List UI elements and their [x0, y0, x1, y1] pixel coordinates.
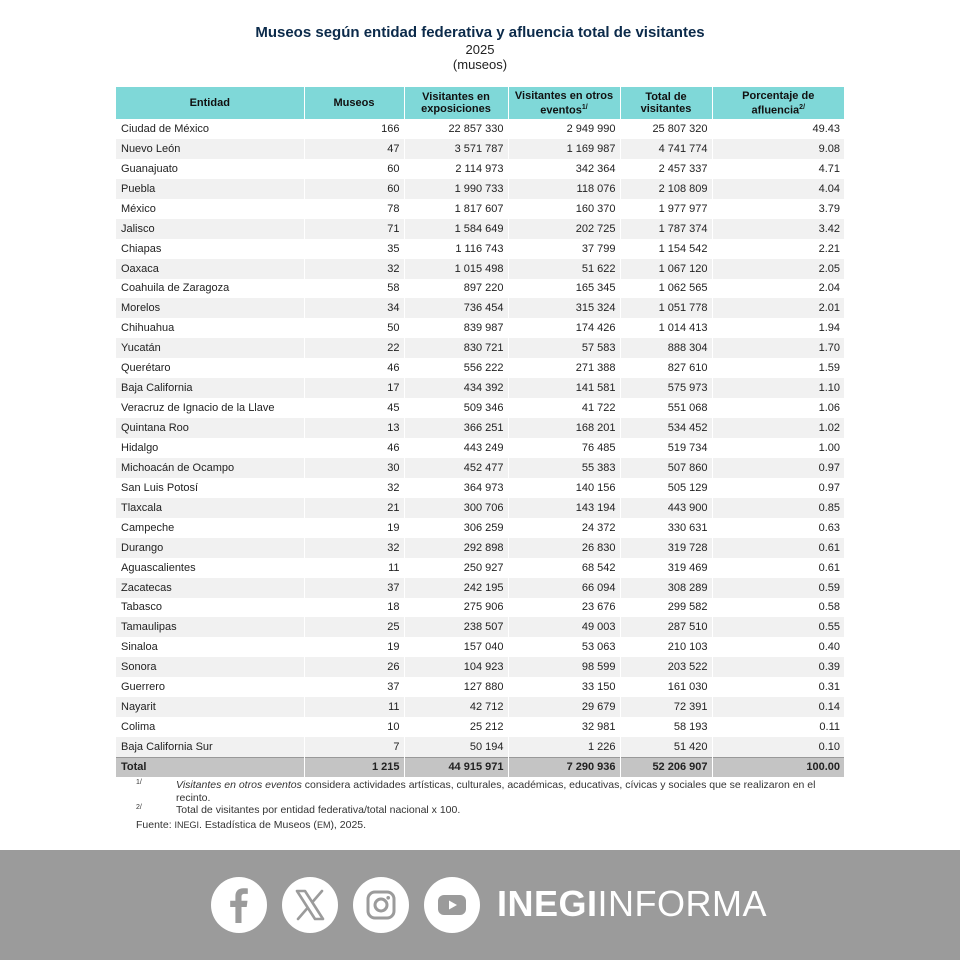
- value-cell: 364 973: [404, 478, 508, 498]
- value-cell: 49.43: [812, 122, 840, 135]
- state-name-cell: Zacatecas: [116, 578, 304, 598]
- state-name-cell: Coahuila de Zaragoza: [116, 279, 304, 299]
- state-name-cell: Querétaro: [116, 358, 304, 378]
- value-cell: 1.06: [818, 402, 840, 415]
- value-cell: 366 251: [404, 418, 508, 438]
- value-cell: 827 610: [620, 358, 712, 378]
- table-row: [116, 438, 844, 458]
- value-cell: 32: [304, 478, 404, 498]
- value-cell: 32: [304, 538, 404, 558]
- table-row: [116, 578, 844, 598]
- state-name-cell: Sonora: [116, 657, 304, 677]
- footer-banner: [0, 850, 960, 960]
- column-header-label: Visitantes en exposiciones: [421, 91, 491, 115]
- unit-label: (museos): [452, 57, 508, 72]
- value-cell: 24 372: [508, 518, 620, 538]
- value-cell: 46: [304, 438, 404, 458]
- value-cell: 0.39: [712, 657, 844, 677]
- table-row: [116, 518, 844, 538]
- column-header-footnote-mark: 1/: [581, 103, 588, 111]
- value-cell: 55 383: [508, 458, 620, 478]
- total-value-cell: 1 215: [304, 757, 404, 777]
- column-header: [404, 87, 508, 119]
- title-block: [0, 24, 960, 72]
- value-cell: 203 522: [620, 657, 712, 677]
- table-row: [116, 219, 844, 239]
- table-row: [116, 737, 844, 757]
- value-cell: 32 981: [508, 717, 620, 737]
- value-cell: 292 898: [404, 538, 508, 558]
- inegi-informa-logo: [497, 882, 767, 926]
- column-header: [116, 87, 304, 119]
- state-name-cell: Sinaloa: [116, 637, 304, 657]
- value-cell: 2 949 990: [508, 119, 620, 139]
- value-cell: 58 193: [620, 717, 712, 737]
- table-row: [116, 558, 844, 578]
- table-row: [116, 458, 844, 478]
- footnote-1-mark: 1/: [136, 779, 142, 786]
- value-cell: 46: [304, 358, 404, 378]
- value-cell: 174 426: [508, 318, 620, 338]
- value-cell: 60: [304, 179, 404, 199]
- value-cell: 1 169 987: [508, 139, 620, 159]
- value-cell: 1 817 607: [404, 199, 508, 219]
- value-cell: 210 103: [620, 637, 712, 657]
- value-cell: 2 108 809: [620, 179, 712, 199]
- table-row: [116, 657, 844, 677]
- value-cell: 25 807 320: [620, 119, 712, 139]
- value-cell: 509 346: [404, 398, 508, 418]
- page-title: Museos según entidad federativa y afluencia total de visitantes: [255, 24, 705, 41]
- value-cell: 0.61: [712, 538, 844, 558]
- value-cell: 434 392: [404, 378, 508, 398]
- value-cell: 68 542: [508, 558, 620, 578]
- table-row: [116, 338, 844, 358]
- value-cell: 271 388: [508, 358, 620, 378]
- value-cell: 443 900: [620, 498, 712, 518]
- column-header: [620, 87, 712, 119]
- value-cell: 21: [304, 498, 404, 518]
- state-name-cell: Baja California: [116, 378, 304, 398]
- value-cell: 72 391: [620, 697, 712, 717]
- state-name-cell: Oaxaca: [116, 259, 304, 279]
- value-cell: 7: [304, 737, 404, 757]
- value-cell: 33 150: [508, 677, 620, 697]
- value-cell: 0.85: [712, 498, 844, 518]
- column-header-label: Porcentaje de afluencia: [742, 89, 815, 117]
- value-cell: 11: [304, 697, 404, 717]
- value-cell: 19: [304, 518, 404, 538]
- column-header: [304, 87, 404, 119]
- value-cell: 551 068: [620, 398, 712, 418]
- column-header-footnote-mark: 2/: [799, 103, 806, 111]
- value-cell: 140 156: [508, 478, 620, 498]
- footnotes: [136, 779, 846, 831]
- table-row: [116, 259, 844, 279]
- column-header-label: Entidad: [189, 97, 230, 109]
- value-cell: 2 457 337: [620, 159, 712, 179]
- year-label: 2025: [465, 42, 495, 57]
- value-cell: 1 067 120: [620, 259, 712, 279]
- value-cell: 76 485: [508, 438, 620, 458]
- state-name-cell: Durango: [116, 538, 304, 558]
- youtube-icon[interactable]: [424, 877, 480, 933]
- state-name-cell: San Luis Potosí: [116, 478, 304, 498]
- value-cell: 47: [304, 139, 404, 159]
- column-header-label: Visitantes en otros eventos: [514, 89, 614, 117]
- value-cell: 1.70: [712, 338, 844, 358]
- value-cell: 1.59: [818, 362, 840, 375]
- state-name-cell: Nuevo León: [116, 139, 304, 159]
- value-cell: 118 076: [508, 179, 620, 199]
- value-cell: 78: [304, 199, 404, 219]
- table-header-row: [116, 87, 844, 119]
- state-name-cell: Chihuahua: [116, 318, 304, 338]
- table-row: [116, 697, 844, 717]
- value-cell: 2.04: [818, 282, 840, 295]
- value-cell: 1 116 743: [404, 239, 508, 259]
- value-cell: 165 345: [508, 279, 620, 299]
- footnote-1-emphasis: Visitantes en otros eventos: [176, 779, 302, 791]
- value-cell: 2.05: [712, 259, 844, 279]
- value-cell: 37: [304, 578, 404, 598]
- table-body: [116, 119, 844, 777]
- column-header: [712, 87, 844, 119]
- value-cell: 49 003: [508, 617, 620, 637]
- table-row: [116, 239, 844, 259]
- value-cell: 22: [304, 338, 404, 358]
- value-cell: 242 195: [404, 578, 508, 598]
- value-cell: 0.97: [818, 481, 840, 494]
- value-cell: 443 249: [404, 438, 508, 458]
- state-name-cell: Veracruz de Ignacio de la Llave: [116, 398, 304, 418]
- value-cell: 60: [304, 159, 404, 179]
- state-name-cell: Guerrero: [116, 677, 304, 697]
- social-icons: [211, 877, 495, 933]
- value-cell: 1.94: [818, 322, 840, 335]
- value-cell: 71: [304, 219, 404, 239]
- value-cell: 66 094: [508, 578, 620, 598]
- value-cell: 30: [304, 458, 404, 478]
- value-cell: 534 452: [620, 418, 712, 438]
- value-cell: 319 469: [620, 558, 712, 578]
- value-cell: 29 679: [508, 697, 620, 717]
- table-row: [116, 538, 844, 558]
- table-row: [116, 119, 844, 139]
- table-row: [116, 378, 844, 398]
- value-cell: 166: [304, 119, 404, 139]
- state-name-cell: Tabasco: [116, 598, 304, 618]
- value-cell: 1.10: [712, 378, 844, 398]
- value-cell: 287 510: [620, 617, 712, 637]
- state-name-cell: Yucatán: [116, 338, 304, 358]
- state-name-cell: Quintana Roo: [116, 418, 304, 438]
- state-name-cell: Aguascalientes: [116, 558, 304, 578]
- state-name-cell: México: [116, 199, 304, 219]
- table-row: [116, 199, 844, 219]
- state-name-cell: Morelos: [116, 298, 304, 318]
- value-cell: 299 582: [620, 598, 712, 618]
- value-cell: 505 129: [620, 478, 712, 498]
- value-cell: 50 194: [404, 737, 508, 757]
- value-cell: 3.79: [818, 202, 840, 215]
- value-cell: 519 734: [620, 438, 712, 458]
- value-cell: 452 477: [404, 458, 508, 478]
- total-value-cell: 52 206 907: [620, 757, 712, 777]
- value-cell: 160 370: [508, 199, 620, 219]
- value-cell: 51 420: [620, 737, 712, 757]
- value-cell: 22 857 330: [404, 119, 508, 139]
- value-cell: 127 880: [404, 677, 508, 697]
- value-cell: 32: [304, 259, 404, 279]
- table-row: [116, 298, 844, 318]
- value-cell: 26 830: [508, 538, 620, 558]
- table-row: [116, 159, 844, 179]
- value-cell: 45: [304, 398, 404, 418]
- value-cell: 0.31: [818, 681, 840, 694]
- brand-light: INFORMA: [597, 883, 768, 924]
- value-cell: 4.04: [712, 179, 844, 199]
- table-row: [116, 677, 844, 697]
- value-cell: 17: [304, 378, 404, 398]
- value-cell: 141 581: [508, 378, 620, 398]
- state-name-cell: Chiapas: [116, 239, 304, 259]
- value-cell: 26: [304, 657, 404, 677]
- state-name-cell: Michoacán de Ocampo: [116, 458, 304, 478]
- value-cell: 897 220: [404, 279, 508, 299]
- value-cell: 0.97: [712, 458, 844, 478]
- value-cell: 0.63: [818, 521, 840, 534]
- state-name-cell: Hidalgo: [116, 438, 304, 458]
- value-cell: 1.02: [712, 418, 844, 438]
- table-row: [116, 398, 844, 418]
- value-cell: 275 906: [404, 598, 508, 618]
- value-cell: 50: [304, 318, 404, 338]
- value-cell: 104 923: [404, 657, 508, 677]
- value-cell: 23 676: [508, 598, 620, 618]
- column-header-label: Total de visitantes: [640, 91, 692, 115]
- value-cell: 98 599: [508, 657, 620, 677]
- value-cell: 0.10: [712, 737, 844, 757]
- table-row: [116, 358, 844, 378]
- value-cell: 9.08: [712, 139, 844, 159]
- table-row: [116, 279, 844, 299]
- value-cell: 2.01: [712, 298, 844, 318]
- footnote-1-text: considera actividades artísticas, culturales, académicas, educativas, cívicas y sociales que se realizaron en el recinto.: [176, 779, 816, 804]
- table-row: [116, 598, 844, 618]
- value-cell: 58: [304, 279, 404, 299]
- table-row: [116, 318, 844, 338]
- value-cell: 342 364: [508, 159, 620, 179]
- value-cell: 161 030: [620, 677, 712, 697]
- value-cell: 0.61: [818, 561, 840, 574]
- table-row: [116, 717, 844, 737]
- value-cell: 37: [304, 677, 404, 697]
- table-row: [116, 418, 844, 438]
- value-cell: 11: [304, 558, 404, 578]
- value-cell: 0.14: [712, 697, 844, 717]
- value-cell: 2.21: [818, 242, 840, 255]
- footnote-2-text: Total de visitantes por entidad federativa/total nacional x 100.: [176, 804, 461, 816]
- value-cell: 1 226: [508, 737, 620, 757]
- value-cell: 37 799: [508, 239, 620, 259]
- state-name-cell: Nayarit: [116, 697, 304, 717]
- value-cell: 507 860: [620, 458, 712, 478]
- value-cell: 238 507: [404, 617, 508, 637]
- value-cell: 57 583: [508, 338, 620, 358]
- value-cell: 1 014 413: [620, 318, 712, 338]
- table-row: [116, 139, 844, 159]
- total-label-cell: Total: [116, 757, 304, 777]
- total-value-cell: 100.00: [712, 757, 844, 777]
- value-cell: 1 154 542: [620, 239, 712, 259]
- value-cell: 53 063: [508, 637, 620, 657]
- value-cell: 300 706: [404, 498, 508, 518]
- value-cell: 830 721: [404, 338, 508, 358]
- value-cell: 202 725: [508, 219, 620, 239]
- museums-table: [116, 87, 844, 777]
- source-abbr: EM: [316, 819, 331, 830]
- table-row: [116, 617, 844, 637]
- value-cell: 839 987: [404, 318, 508, 338]
- value-cell: 51 622: [508, 259, 620, 279]
- value-cell: 34: [304, 298, 404, 318]
- value-cell: 0.59: [712, 578, 844, 598]
- value-cell: 19: [304, 637, 404, 657]
- value-cell: 25: [304, 617, 404, 637]
- value-cell: 1 015 498: [404, 259, 508, 279]
- value-cell: 42 712: [404, 697, 508, 717]
- value-cell: 330 631: [620, 518, 712, 538]
- source-end: ), 2025.: [330, 818, 367, 831]
- value-cell: 35: [304, 239, 404, 259]
- table-row: [116, 478, 844, 498]
- value-cell: 308 289: [620, 578, 712, 598]
- value-cell: 319 728: [620, 538, 712, 558]
- footnote-1: [136, 779, 846, 804]
- value-cell: 306 259: [404, 518, 508, 538]
- value-cell: 0.40: [818, 641, 840, 654]
- value-cell: 25 212: [404, 717, 508, 737]
- value-cell: 41 722: [508, 398, 620, 418]
- state-name-cell: Baja California Sur: [116, 737, 304, 757]
- state-name-cell: Puebla: [116, 179, 304, 199]
- footnote-2-mark: 2/: [136, 804, 142, 811]
- value-cell: 1 990 733: [404, 179, 508, 199]
- state-name-cell: Tlaxcala: [116, 498, 304, 518]
- x-icon[interactable]: [282, 877, 338, 933]
- value-cell: 0.55: [712, 617, 844, 637]
- value-cell: 18: [304, 598, 404, 618]
- value-cell: 315 324: [508, 298, 620, 318]
- source-mid: . Estadística de Museos (: [199, 818, 317, 831]
- state-name-cell: Guanajuato: [116, 159, 304, 179]
- value-cell: 143 194: [508, 498, 620, 518]
- value-cell: 1 051 778: [620, 298, 712, 318]
- value-cell: 888 304: [620, 338, 712, 358]
- value-cell: 1 787 374: [620, 219, 712, 239]
- total-row: [116, 757, 844, 777]
- state-name-cell: Colima: [116, 717, 304, 737]
- value-cell: 3.42: [712, 219, 844, 239]
- value-cell: 168 201: [508, 418, 620, 438]
- source-org: INEGI: [174, 819, 200, 830]
- value-cell: 0.11: [819, 721, 840, 734]
- value-cell: 1 584 649: [404, 219, 508, 239]
- table-row: [116, 637, 844, 657]
- value-cell: 157 040: [404, 637, 508, 657]
- brand-bold: INEGI: [497, 883, 598, 924]
- state-name-cell: Jalisco: [116, 219, 304, 239]
- column-header-label: Museos: [333, 97, 375, 109]
- value-cell: 1 062 565: [620, 279, 712, 299]
- state-name-cell: Ciudad de México: [116, 119, 304, 139]
- value-cell: 1.00: [818, 441, 840, 454]
- value-cell: 13: [304, 418, 404, 438]
- table-row: [116, 179, 844, 199]
- value-cell: 4 741 774: [620, 139, 712, 159]
- value-cell: 3 571 787: [404, 139, 508, 159]
- source-line: [136, 819, 846, 832]
- value-cell: 1 977 977: [620, 199, 712, 219]
- value-cell: 2 114 973: [404, 159, 508, 179]
- footnote-2: [136, 804, 846, 817]
- total-value-cell: 7 290 936: [508, 757, 620, 777]
- column-header: [508, 87, 620, 119]
- value-cell: 0.58: [818, 601, 840, 614]
- total-value-cell: 44 915 971: [404, 757, 508, 777]
- value-cell: 575 973: [620, 378, 712, 398]
- value-cell: 250 927: [404, 558, 508, 578]
- instagram-icon[interactable]: [353, 877, 409, 933]
- value-cell: 4.71: [818, 162, 840, 175]
- table-row: [116, 498, 844, 518]
- facebook-icon[interactable]: [211, 877, 267, 933]
- state-name-cell: Tamaulipas: [116, 617, 304, 637]
- value-cell: 10: [304, 717, 404, 737]
- value-cell: 556 222: [404, 358, 508, 378]
- source-prefix: Fuente:: [136, 818, 175, 831]
- value-cell: 736 454: [404, 298, 508, 318]
- state-name-cell: Campeche: [116, 518, 304, 538]
